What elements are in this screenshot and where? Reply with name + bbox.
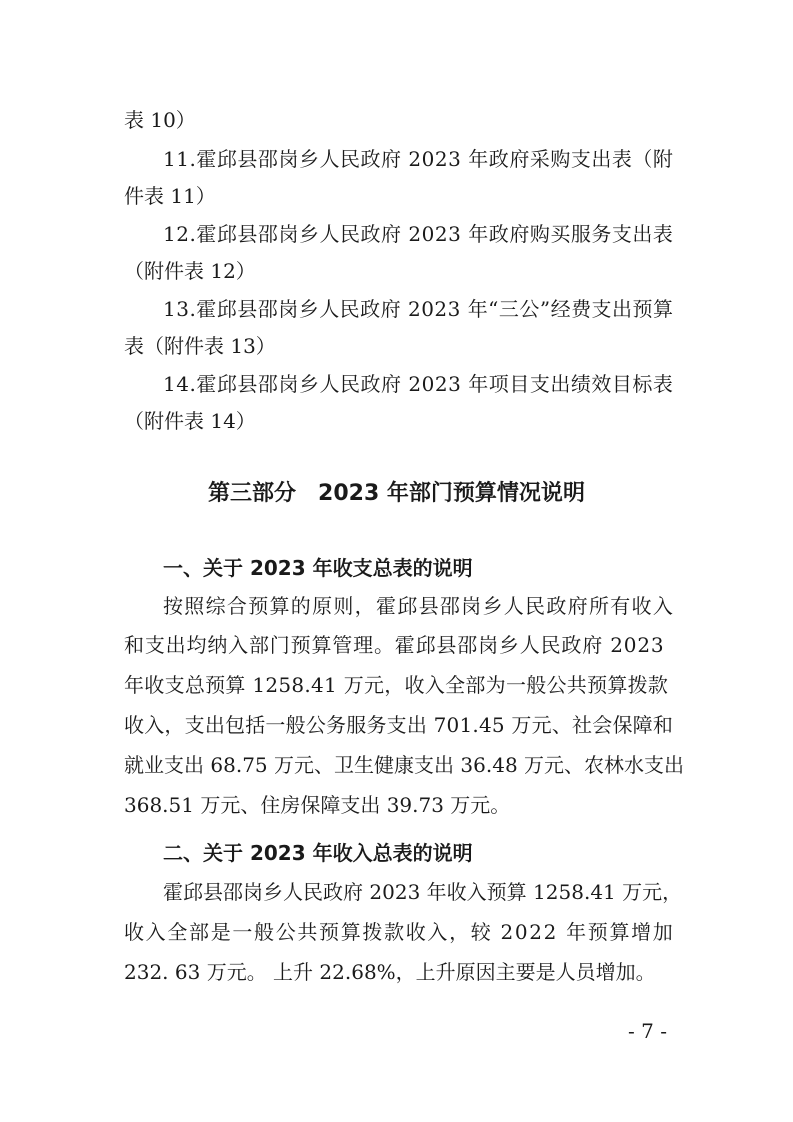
list-item-14: 1 4 . 霍 邱 县 邵 岗 乡 人 民 政 府 2 0 2 3 年 项 目 支 出 绩 效 目 标 表 bbox=[163, 372, 673, 396]
section2-line-3: 232. 63 万元。 上升 22.68%，上升原因主要是人员增加。 bbox=[124, 960, 656, 984]
section1-line-5: 就 业 支 出 6 8 . 7 5 万 元 、 卫 生 健 康 支 出 3 6 . 4 8 万 元 、 农 林 水 支 出 bbox=[124, 753, 685, 777]
list-item-12-cont: （附件表 12） bbox=[124, 259, 256, 283]
list-item-11-cont: 件表 11） bbox=[124, 184, 216, 208]
section1-title: 一、关于 2023 年收支总表的说明 bbox=[163, 556, 473, 580]
list-item-13: 1 3 . 霍 邱 县 邵 岗 乡 人 民 政 府 2 0 2 3 年 “ 三 公 ” 经 费 支 出 预 算 bbox=[163, 297, 673, 321]
section2-line-1: 霍 邱 县 邵 岗 乡 人 民 政 府 2 0 2 3 年 收 入 预 算 1 2 5 8 . 4 1 万 元 ， bbox=[163, 880, 683, 904]
section1-line-3: 年 收 支 总 预 算 1 2 5 8 . 4 1 万 元 ， 收 入 全 部 为 一 般 公 共 预 算 拨 款 bbox=[124, 673, 668, 697]
list-item-11: 1 1 . 霍 邱 县 邵 岗 乡 人 民 政 府 2 0 2 3 年 政 府 采 购 支 出 表 （ 附 bbox=[163, 147, 673, 171]
section1-line-6: 368.51 万元、住房保障支出 39.73 万元。 bbox=[124, 793, 511, 817]
list-item-10-tail: 表 10） bbox=[124, 108, 196, 132]
section2-line-2: 收 入 全 部 是 一 般 公 共 预 算 拨 款 收 入 ， 较 2 0 2 2 年 预 算 增 加 bbox=[124, 920, 673, 944]
page-number: - 7 - bbox=[628, 1019, 667, 1043]
section2-title: 二、关于 2023 年收入总表的说明 bbox=[163, 841, 473, 865]
section1-line-1: 按 照 综 合 预 算 的 原 则 ， 霍 邱 县 邵 岗 乡 人 民 政 府 所 有 收 入 bbox=[163, 594, 673, 618]
list-item-13-cont: 表（附件表 13） bbox=[124, 334, 276, 358]
list-item-12: 1 2 . 霍 邱 县 邵 岗 乡 人 民 政 府 2 0 2 3 年 政 府 购 买 服 务 支 出 表 bbox=[163, 222, 673, 246]
section1-line-4: 收 入 ， 支 出 包 括 一 般 公 务 服 务 支 出 7 0 1 . 4 5 万 元 、 社 会 保 障 和 bbox=[124, 713, 673, 737]
list-item-14-cont: （附件表 14） bbox=[124, 409, 256, 433]
section1-line-2: 和 支 出 均 纳 入 部 门 预 算 管 理 。 霍 邱 县 邵 岗 乡 人 民 政 府 2 0 2 3 bbox=[124, 633, 664, 657]
part-heading: 第三部分 2023 年部门预算情况说明 bbox=[208, 481, 585, 506]
